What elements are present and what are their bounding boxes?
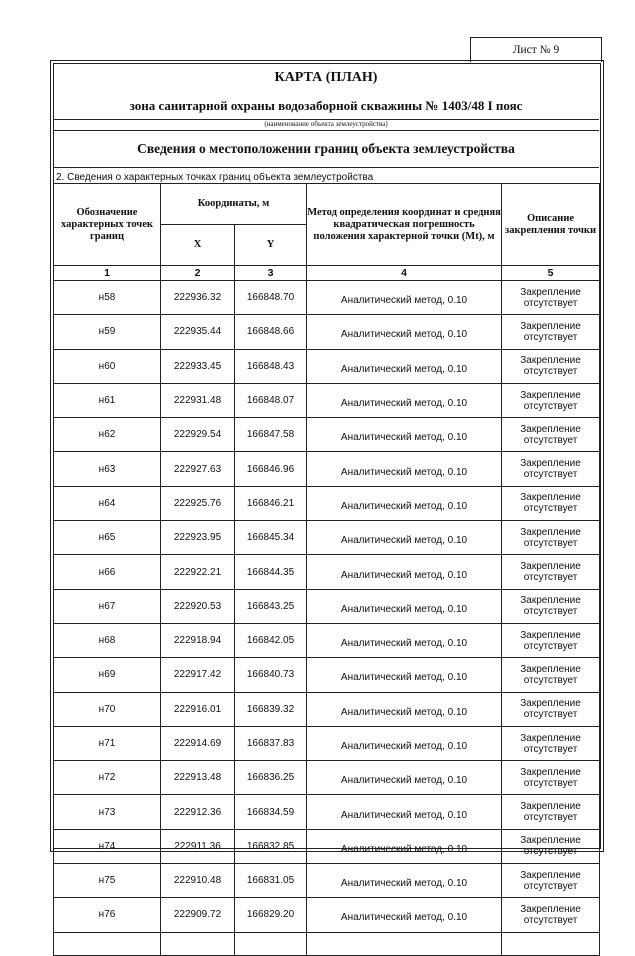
x-coordinate-cell: 222936.32: [161, 281, 235, 315]
table-row: [54, 829, 600, 863]
x-coordinate-cell: 222933.45: [161, 349, 235, 383]
point-name-cell: н73: [54, 795, 161, 829]
method-cell: Аналитический метод, 0.10: [307, 726, 502, 760]
y-coordinate-cell: 166847.58: [235, 418, 307, 452]
y-coordinate-cell: 166848.43: [235, 349, 307, 383]
method-cell: Аналитический метод, 0.10: [307, 555, 502, 589]
header-coords: Координаты, м: [161, 184, 307, 225]
y-coordinate-cell: 166839.32: [235, 692, 307, 726]
y-coordinate-cell: 166848.07: [235, 383, 307, 417]
method-cell: Аналитический метод, 0.10: [307, 589, 502, 623]
point-name-cell: н58: [54, 281, 161, 315]
fixing-description-cell: Закрепление отсутствует: [502, 452, 600, 486]
y-coordinate-cell: 166834.59: [235, 795, 307, 829]
x-coordinate-cell: 222914.69: [161, 726, 235, 760]
method-cell: Аналитический метод, 0.10: [307, 623, 502, 657]
point-name-cell: н59: [54, 315, 161, 349]
x-coordinate-cell: 222918.94: [161, 623, 235, 657]
table-row: [54, 521, 600, 555]
y-coordinate-cell: 166846.96: [235, 452, 307, 486]
x-coordinate-cell: 222925.76: [161, 486, 235, 520]
method-cell: Аналитический метод, 0.10: [307, 418, 502, 452]
table-row: [54, 383, 600, 417]
object-name: зона санитарной охраны водозаборной скважины № 1403/48 I пояс: [129, 98, 523, 113]
point-name-cell: н67: [54, 589, 161, 623]
x-coordinate-cell: 222929.54: [161, 418, 235, 452]
fixing-description-cell: Закрепление отсутствует: [502, 864, 600, 898]
header-fixing: Описание закрепления точки: [502, 184, 600, 266]
empty-cell: [235, 932, 307, 955]
header-y: Y: [235, 225, 307, 266]
fixing-description-cell: Закрепление отсутствует: [502, 383, 600, 417]
table-row: [54, 315, 600, 349]
x-coordinate-cell: 222920.53: [161, 589, 235, 623]
y-coordinate-cell: 166836.25: [235, 761, 307, 795]
empty-cell: [502, 932, 600, 955]
fixing-description-cell: Закрепление отсутствует: [502, 726, 600, 760]
table-row: [54, 795, 600, 829]
fixing-description-cell: Закрепление отсутствует: [502, 281, 600, 315]
fixing-description-cell: Закрепление отсутствует: [502, 761, 600, 795]
y-coordinate-cell: 166842.05: [235, 623, 307, 657]
y-coordinate-cell: 166837.83: [235, 726, 307, 760]
header-x: X: [161, 225, 235, 266]
table-row: [54, 418, 600, 452]
column-number: 1: [54, 266, 161, 281]
method-cell: Аналитический метод, 0.10: [307, 658, 502, 692]
method-cell: Аналитический метод, 0.10: [307, 521, 502, 555]
x-coordinate-cell: 222931.48: [161, 383, 235, 417]
method-cell: Аналитический метод, 0.10: [307, 864, 502, 898]
method-cell: Аналитический метод, 0.10: [307, 795, 502, 829]
point-name-cell: н72: [54, 761, 161, 795]
y-coordinate-cell: 166832.85: [235, 829, 307, 863]
x-coordinate-cell: 222922.21: [161, 555, 235, 589]
point-name-cell: н74: [54, 829, 161, 863]
method-cell: Аналитический метод, 0.10: [307, 281, 502, 315]
column-number: 4: [307, 266, 502, 281]
x-coordinate-cell: 222909.72: [161, 898, 235, 932]
y-coordinate-cell: 166844.35: [235, 555, 307, 589]
table-row: [54, 726, 600, 760]
x-coordinate-cell: 222923.95: [161, 521, 235, 555]
x-coordinate-cell: 222911.36: [161, 829, 235, 863]
table-row: [54, 452, 600, 486]
header-method: Метод определения координат и средняя квадратическая погрешность положения характерной точки (Mt), м: [307, 184, 502, 266]
section-title: Сведения о местоположении границ объекта землеустройства: [137, 141, 515, 156]
y-coordinate-cell: 166840.73: [235, 658, 307, 692]
header-designation: Обозначение характерных точек границ: [54, 184, 161, 266]
column-number: 2: [161, 266, 235, 281]
table-row: [54, 486, 600, 520]
table-row: [54, 555, 600, 589]
points-table: [53, 183, 600, 956]
point-name-cell: н61: [54, 383, 161, 417]
fixing-description-cell: Закрепление отсутствует: [502, 521, 600, 555]
empty-cell: [307, 932, 502, 955]
table-row: [54, 692, 600, 726]
column-number: 3: [235, 266, 307, 281]
point-name-cell: н68: [54, 623, 161, 657]
method-cell: Аналитический метод, 0.10: [307, 486, 502, 520]
x-coordinate-cell: 222912.36: [161, 795, 235, 829]
method-cell: Аналитический метод, 0.10: [307, 383, 502, 417]
empty-cell: [54, 932, 161, 955]
point-name-cell: н76: [54, 898, 161, 932]
table-row: [54, 349, 600, 383]
y-coordinate-cell: 166845.34: [235, 521, 307, 555]
y-coordinate-cell: 166848.70: [235, 281, 307, 315]
point-name-cell: н71: [54, 726, 161, 760]
y-coordinate-cell: 166848.66: [235, 315, 307, 349]
fixing-description-cell: Закрепление отсутствует: [502, 315, 600, 349]
fixing-description-cell: Закрепление отсутствует: [502, 349, 600, 383]
document-title: КАРТА (ПЛАН): [274, 70, 378, 85]
x-coordinate-cell: 222935.44: [161, 315, 235, 349]
method-cell: Аналитический метод, 0.10: [307, 829, 502, 863]
x-coordinate-cell: 222927.63: [161, 452, 235, 486]
fixing-description-cell: Закрепление отсутствует: [502, 418, 600, 452]
table-row: [54, 761, 600, 795]
divider: [53, 167, 599, 168]
fixing-description-cell: Закрепление отсутствует: [502, 486, 600, 520]
fixing-description-cell: Закрепление отсутствует: [502, 795, 600, 829]
y-coordinate-cell: 166829.20: [235, 898, 307, 932]
table-row: [54, 623, 600, 657]
table-row: [54, 281, 600, 315]
fixing-description-cell: Закрепление отсутствует: [502, 898, 600, 932]
sheet-number-label: Лист № 9: [470, 37, 602, 62]
y-coordinate-cell: 166831.05: [235, 864, 307, 898]
fixing-description-cell: Закрепление отсутствует: [502, 829, 600, 863]
method-cell: Аналитический метод, 0.10: [307, 898, 502, 932]
object-name-caption: (наименование объекта землеустройства): [264, 120, 388, 128]
fixing-description-cell: Закрепление отсутствует: [502, 692, 600, 726]
point-name-cell: н64: [54, 486, 161, 520]
x-coordinate-cell: 222917.42: [161, 658, 235, 692]
point-name-cell: н69: [54, 658, 161, 692]
point-name-cell: н66: [54, 555, 161, 589]
method-cell: Аналитический метод, 0.10: [307, 349, 502, 383]
empty-cell: [161, 932, 235, 955]
point-name-cell: н63: [54, 452, 161, 486]
fixing-description-cell: Закрепление отсутствует: [502, 589, 600, 623]
x-coordinate-cell: 222910.48: [161, 864, 235, 898]
fixing-description-cell: Закрепление отсутствует: [502, 623, 600, 657]
table-row: [54, 589, 600, 623]
method-cell: Аналитический метод, 0.10: [307, 761, 502, 795]
divider: [53, 130, 599, 131]
method-cell: Аналитический метод, 0.10: [307, 692, 502, 726]
x-coordinate-cell: 222913.48: [161, 761, 235, 795]
fixing-description-cell: Закрепление отсутствует: [502, 658, 600, 692]
y-coordinate-cell: 166846.21: [235, 486, 307, 520]
table-row: [54, 658, 600, 692]
y-coordinate-cell: 166843.25: [235, 589, 307, 623]
point-name-cell: н62: [54, 418, 161, 452]
method-cell: Аналитический метод, 0.10: [307, 315, 502, 349]
subsection-title: 2. Сведения о характерных точках границ объекта землеустройства: [56, 172, 374, 183]
point-name-cell: н60: [54, 349, 161, 383]
point-name-cell: н70: [54, 692, 161, 726]
fixing-description-cell: Закрепление отсутствует: [502, 555, 600, 589]
point-name-cell: н65: [54, 521, 161, 555]
x-coordinate-cell: 222916.01: [161, 692, 235, 726]
column-number: 5: [502, 266, 600, 281]
point-name-cell: н75: [54, 864, 161, 898]
method-cell: Аналитический метод, 0.10: [307, 452, 502, 486]
table-row: [54, 864, 600, 898]
table-row: [54, 898, 600, 932]
